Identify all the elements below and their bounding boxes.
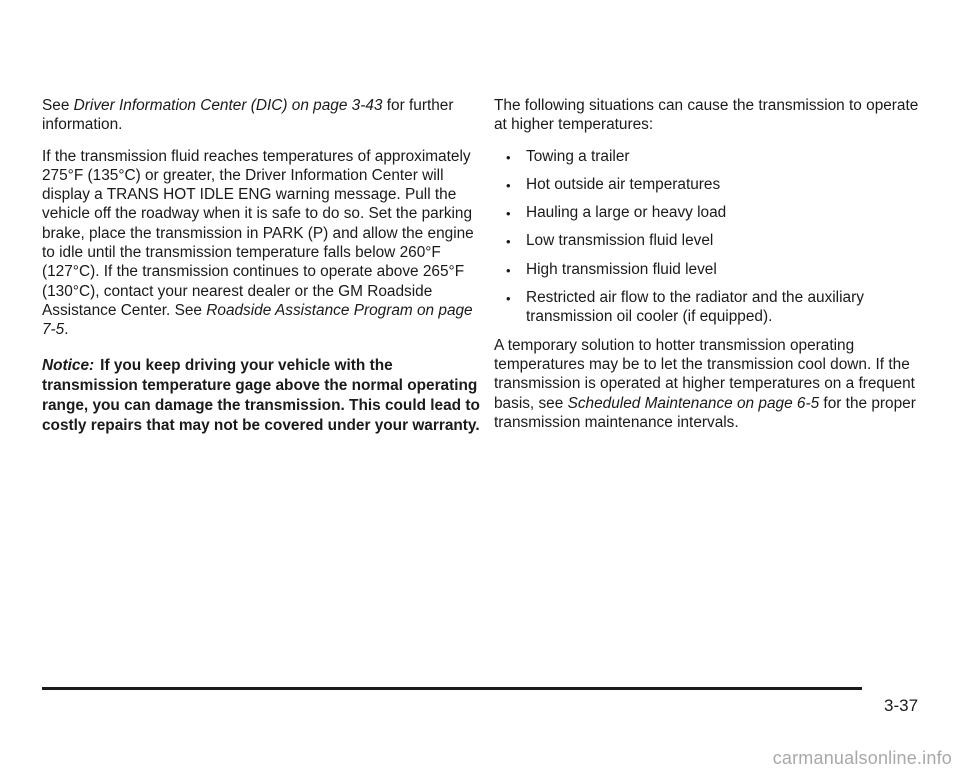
bullet-icon: • [506, 234, 511, 250]
text: Low transmission fluid level [526, 232, 714, 250]
text: Hauling a large or heavy load [526, 204, 727, 222]
list-item [494, 203, 924, 222]
bullet-icon: • [506, 149, 511, 165]
list-item [494, 288, 924, 327]
scheduled-maintenance-link[interactable]: Scheduled Maintenance on page 6-5 [567, 394, 820, 412]
text: Towing a trailer [526, 147, 630, 165]
left-column [42, 96, 482, 448]
dic-reference-paragraph [42, 96, 482, 135]
bullet-icon: • [506, 291, 511, 307]
text: Hot outside air temperatures [526, 175, 721, 193]
page-number: 3-37 [884, 696, 919, 715]
temporary-solution-paragraph [494, 336, 924, 432]
bullet-icon: • [506, 177, 511, 193]
text: A temporary solution to hotter transmission operating temperatures may be to let the transmission cool down. If the transmission is operated at higher temperatures on a frequent basis, see [494, 336, 915, 412]
text: See [42, 97, 74, 114]
notice-text: If you keep driving your vehicle with the transmission temperature gage above the normal operating range, you can damage the transmission. This could lead to costly repairs that may not be covered under your warranty. [42, 356, 480, 434]
list-item [494, 231, 924, 250]
manual-page [14, 38, 946, 750]
situations-intro: The following situations can cause the transmission to operate at higher temperatures: [494, 97, 919, 134]
list-item [494, 147, 924, 166]
overheat-paragraph [42, 147, 482, 340]
list-item [494, 175, 924, 194]
bullet-icon: • [506, 262, 511, 278]
text: If the transmission fluid reaches temperatures of approximately 275°F (135°C) or greater, the Driver Information Center will display a TRANS HOT IDLE ENG warning message. Pull the vehicle off the roadway when it is safe to do so. Set the parking brake, place the transmission in PARK (P) and allow the engine to idle until the transmission temperature falls below 260°F (127°C). If the transmission continues to operate above 265°F (130°C), contact your nearest dealer or the GM Roadside Assistance Center. See [42, 147, 474, 319]
text: . [64, 321, 69, 339]
right-column [494, 96, 924, 444]
situations-list [494, 147, 924, 327]
text: for the proper transmission maintenance intervals. [494, 394, 916, 431]
dic-page-link[interactable]: Driver Information Center (DIC) on page 3-43 [73, 97, 383, 114]
watermark: carmanualsonline.info [772, 748, 952, 768]
roadside-assistance-link[interactable]: Roadside Assistance Program on page 7-5 [42, 301, 473, 339]
bullet-icon: • [506, 206, 511, 222]
text: for further information. [42, 97, 454, 134]
list-item [494, 260, 924, 279]
text: High transmission fluid level [526, 260, 717, 278]
notice-paragraph [42, 356, 482, 436]
notice-label: Notice: [42, 356, 95, 374]
footer-rule [42, 687, 862, 690]
text: Restricted air flow to the radiator and the auxiliary transmission oil cooler (if equipped). [526, 289, 864, 326]
